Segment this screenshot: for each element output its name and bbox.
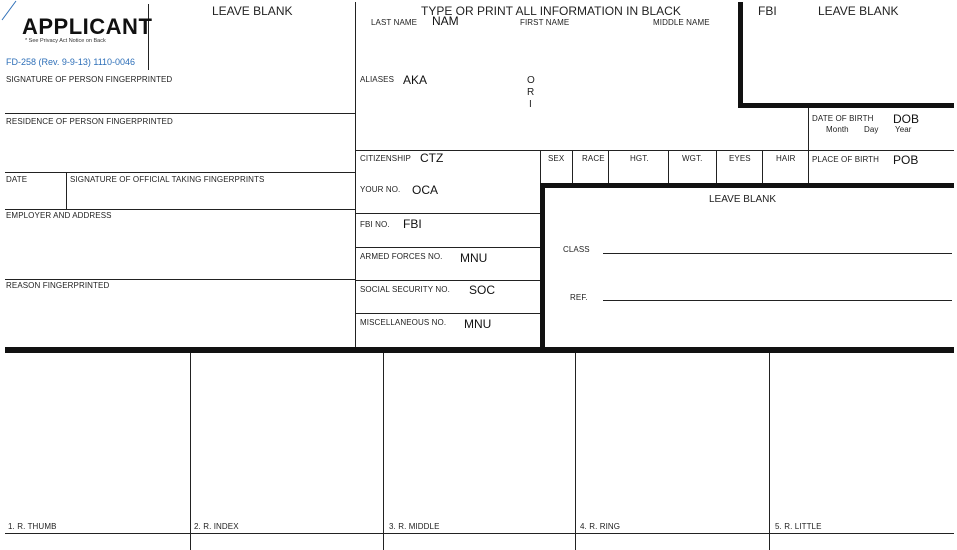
fbi-no-code[interactable]: FBI	[403, 217, 422, 231]
ssn-label: SOCIAL SECURITY NO.	[360, 285, 450, 294]
finger-label-r-index: 2. R. INDEX	[194, 522, 239, 531]
ori-letter-o: O	[527, 75, 535, 86]
dob-label: DATE OF BIRTH	[812, 114, 874, 123]
dob-day-label: Day	[864, 125, 879, 134]
fbi-box-left-border	[738, 2, 743, 108]
form-title: APPLICANT	[22, 14, 153, 39]
line-dob-bottom	[808, 150, 954, 151]
instructions-heading: TYPE OR PRINT ALL INFORMATION IN BLACK	[421, 4, 681, 18]
finger-divider-3	[575, 353, 576, 550]
reason-label: REASON FINGERPRINTED	[6, 281, 110, 290]
misc-code[interactable]: MNU	[464, 317, 492, 331]
finger-divider-4	[769, 353, 770, 550]
line-yourno-bottom	[356, 213, 540, 214]
line-armed-bottom	[356, 280, 540, 281]
line-date-bottom	[5, 209, 355, 210]
finger-label-r-little: 5. R. LITTLE	[775, 522, 822, 531]
hgt-wgt-divider	[668, 150, 669, 183]
sex-race-divider	[572, 150, 573, 183]
line-employer-bottom	[5, 279, 355, 280]
line-fbino-bottom	[356, 247, 540, 248]
first-name-label: FIRST NAME	[520, 18, 570, 27]
ref-label: REF.	[570, 293, 588, 302]
armed-forces-label: ARMED FORCES NO.	[360, 252, 443, 261]
leave-blank-box-top-border	[540, 183, 954, 188]
weight-label: WGT.	[682, 154, 703, 163]
misc-label: MISCELLANEOUS NO.	[360, 318, 447, 327]
aliases-code[interactable]: AKA	[403, 73, 428, 87]
date-divider	[66, 172, 67, 209]
your-no-code[interactable]: OCA	[412, 183, 439, 197]
your-no-label: YOUR NO.	[360, 185, 401, 194]
leave-blank-box-label: LEAVE BLANK	[709, 194, 777, 205]
signature-person-label: SIGNATURE OF PERSON FINGERPRINTED	[6, 75, 173, 84]
finger-label-line	[5, 533, 954, 534]
ori-letter-i: I	[529, 99, 532, 110]
race-label: RACE	[582, 154, 605, 163]
line-residence-bottom	[5, 172, 355, 173]
finger-label-r-thumb: 1. R. THUMB	[8, 522, 57, 531]
last-name-label: LAST NAME	[371, 18, 418, 27]
employer-label: EMPLOYER AND ADDRESS	[6, 211, 112, 220]
aliases-label: ALIASES	[360, 75, 395, 84]
armed-forces-code[interactable]: MNU	[460, 251, 488, 265]
leave-blank-right: LEAVE BLANK	[818, 4, 899, 18]
fbi-label: FBI	[758, 4, 777, 18]
dob-year-label: Year	[895, 125, 912, 134]
fbi-box-bottom-border	[738, 103, 954, 108]
pob-label: PLACE OF BIRTH	[812, 155, 880, 164]
hair-label: HAIR	[776, 154, 796, 163]
signature-official-label: SIGNATURE OF OFFICIAL TAKING FINGERPRINTS	[70, 175, 265, 184]
residence-label: RESIDENCE OF PERSON FINGERPRINTED	[6, 117, 173, 126]
last-name-code[interactable]: NAM	[432, 14, 459, 28]
fingerprint-section-border	[5, 347, 954, 353]
sex-divider-left	[540, 150, 541, 183]
leave-blank-top: LEAVE BLANK	[212, 4, 293, 18]
pob-code[interactable]: POB	[893, 153, 919, 167]
left-column-divider	[355, 2, 356, 348]
ref-field-line[interactable]	[603, 300, 952, 301]
citizenship-code[interactable]: CTZ	[420, 151, 444, 165]
corner-mark	[0, 0, 20, 22]
sex-label: SEX	[548, 154, 565, 163]
form-number: FD-258 (Rev. 9-9-13) 1110-0046	[6, 57, 136, 67]
citizenship-label: CITIZENSHIP	[360, 154, 411, 163]
height-label: HGT.	[630, 154, 649, 163]
finger-label-r-middle: 3. R. MIDDLE	[389, 522, 440, 531]
finger-divider-1	[190, 353, 191, 550]
line-signature-bottom	[5, 113, 355, 114]
ssn-code[interactable]: SOC	[469, 283, 496, 297]
wgt-eyes-divider	[716, 150, 717, 183]
middle-name-label: MIDDLE NAME	[653, 18, 710, 27]
race-hgt-divider	[608, 150, 609, 183]
right-info-divider	[808, 108, 809, 183]
date-label: DATE	[6, 175, 28, 184]
line-ssn-bottom	[356, 313, 540, 314]
leave-blank-box-left-border	[540, 183, 545, 348]
privacy-notice: * See Privacy Act Notice on Back	[25, 38, 106, 44]
finger-divider-2	[383, 353, 384, 550]
fbi-no-label: FBI NO.	[360, 220, 390, 229]
eyes-label: EYES	[729, 154, 751, 163]
ori-letter-r: R	[527, 87, 535, 98]
eyes-hair-divider	[762, 150, 763, 183]
class-label: CLASS	[563, 245, 590, 254]
finger-label-r-ring: 4. R. RING	[580, 522, 621, 531]
dob-code[interactable]: DOB	[893, 112, 920, 126]
dob-month-label: Month	[826, 125, 849, 134]
class-field-line[interactable]	[603, 253, 952, 254]
